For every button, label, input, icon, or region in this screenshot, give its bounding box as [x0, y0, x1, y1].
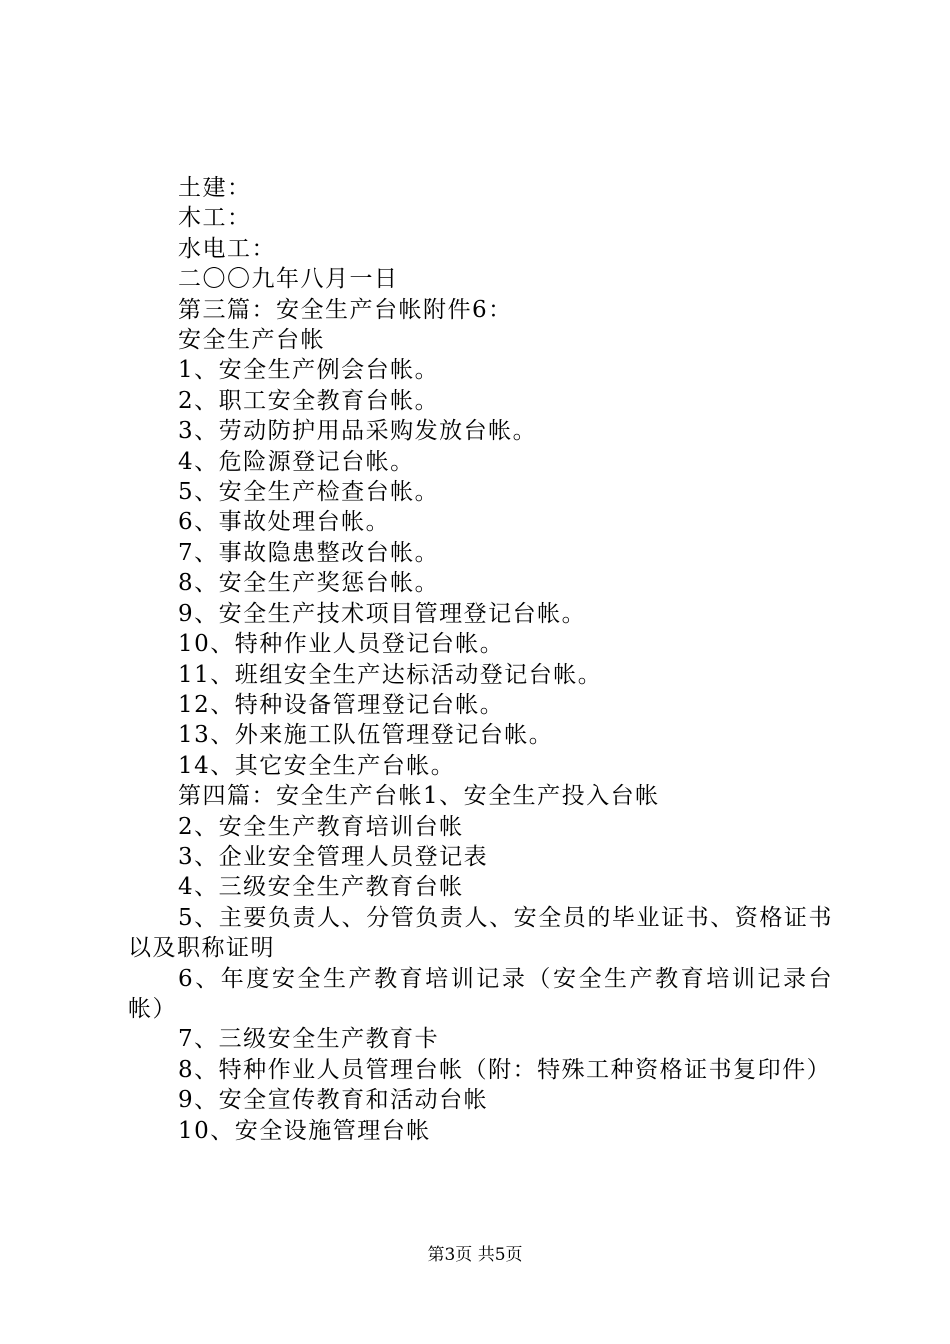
- list-item: 9、安全宣传教育和活动台帐: [178, 1087, 489, 1114]
- list-item: 1、安全生产例会台帐。: [178, 357, 440, 384]
- list-item: 11、班组安全生产达标活动登记台帐。: [178, 661, 603, 688]
- list-item: 7、事故隐患整改台帐。: [178, 539, 440, 566]
- list-item: 6、事故处理台帐。: [178, 509, 391, 536]
- text-line: 水电工：: [178, 235, 276, 262]
- text-line: 木工：: [178, 205, 252, 232]
- list-item: 14、其它安全生产台帐。: [178, 752, 456, 779]
- section-subtitle: 安全生产台帐: [178, 327, 325, 354]
- list-item: 8、安全生产奖惩台帐。: [178, 570, 440, 597]
- section-heading: 第三篇：安全生产台帐附件6：: [178, 296, 513, 323]
- list-item: 7、三级安全生产教育卡: [178, 1026, 440, 1053]
- list-item: 2、安全生产教育培训台帐: [178, 813, 464, 840]
- text-line: 土建：: [178, 175, 252, 201]
- list-item: 10、特种作业人员登记台帐。: [178, 631, 505, 658]
- section-heading: 第四篇：安全生产台帐1、安全生产投入台帐: [178, 783, 660, 810]
- list-item: 13、外来施工队伍管理登记台帐。: [178, 722, 554, 749]
- list-item: 4、三级安全生产教育台帐: [178, 874, 464, 901]
- list-item: 5、安全生产检查台帐。: [178, 479, 440, 506]
- list-item: 4、危险源登记台帐。: [178, 448, 415, 475]
- list-item: 10、安全设施管理台帐: [178, 1117, 431, 1144]
- date-line: 二〇〇九年八月一日: [178, 266, 399, 293]
- list-item: 5、主要负责人、分管负责人、安全员的毕业证书、资格证书以及职称证明: [128, 904, 833, 962]
- list-item: 3、劳动防护用品采购发放台帐。: [178, 418, 538, 445]
- list-item: 9、安全生产技术项目管理登记台帐。: [178, 600, 587, 627]
- list-item: 3、企业安全管理人员登记表: [178, 843, 489, 870]
- page-number-footer: 第3页 共5页: [427, 1245, 523, 1265]
- document-body: [128, 173, 833, 1146]
- list-item: 2、职工安全教育台帐。: [178, 387, 440, 414]
- list-item: 12、特种设备管理登记台帐。: [178, 691, 505, 718]
- list-item: 6、年度安全生产教育培训记录（安全生产教育培训记录台帐）: [128, 965, 833, 1022]
- list-item: 8、特种作业人员管理台帐（附：特殊工种资格证书复印件）: [178, 1056, 832, 1083]
